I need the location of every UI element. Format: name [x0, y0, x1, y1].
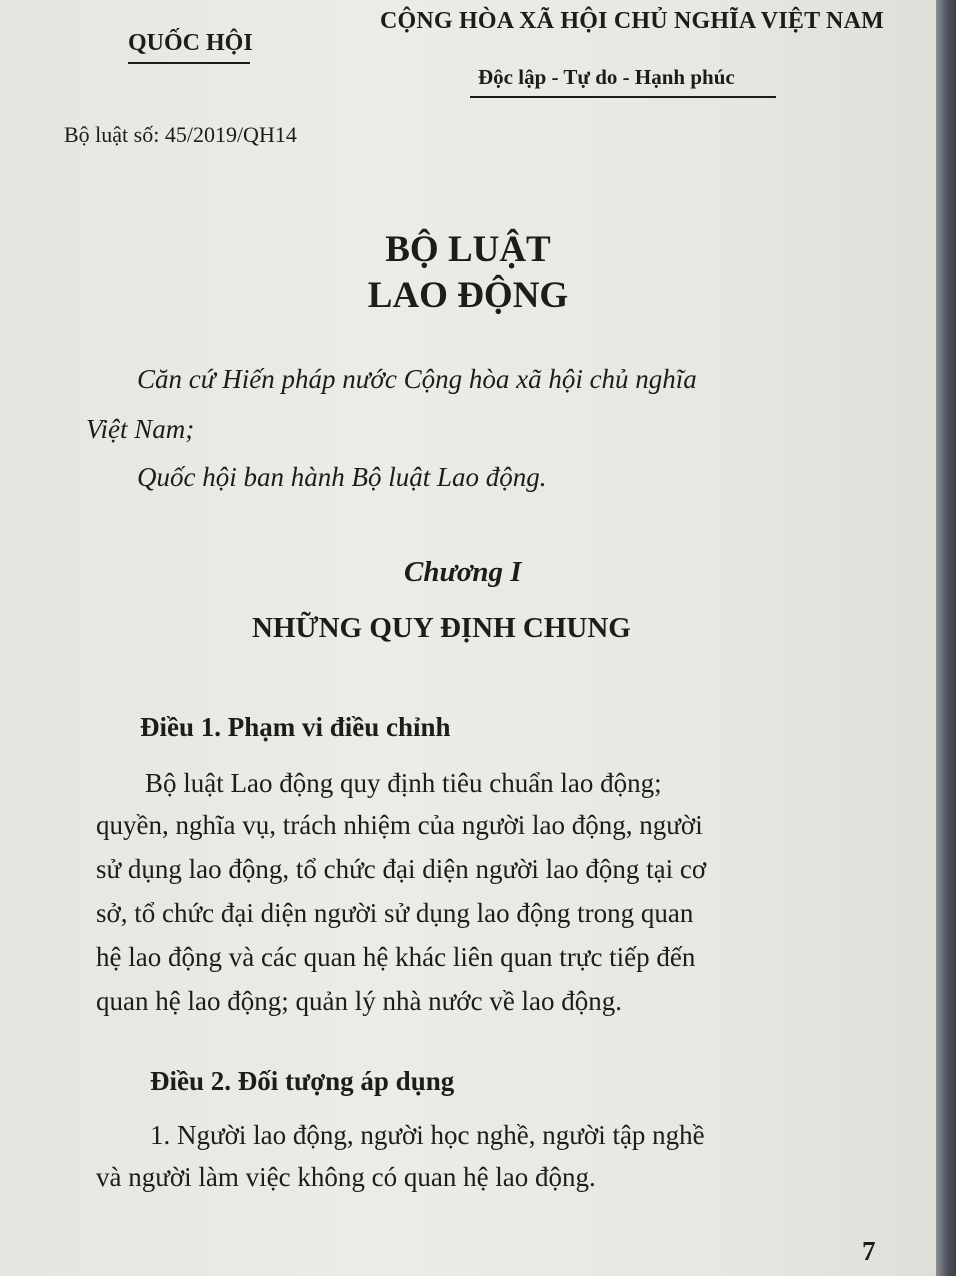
- article1-text-line: sử dụng lao động, tổ chức đại diện người lao động tại cơ: [96, 854, 707, 884]
- article2-text-line: và người làm việc không có quan hệ lao động.: [96, 1162, 596, 1192]
- chapter-label: Chương I: [404, 556, 522, 588]
- document-title-line2: LAO ĐỘNG: [367, 275, 569, 316]
- article1-text-line: quyền, nghĩa vụ, trách nhiệm của người lao động, người: [96, 810, 703, 840]
- article1-heading: Điều 1. Phạm vi điều chỉnh: [140, 712, 451, 742]
- motto-underline: [470, 96, 776, 98]
- book-edge-shadow: [936, 0, 956, 1276]
- preamble-line: Căn cứ Hiến pháp nước Cộng hòa xã hội chủ nghĩa: [137, 364, 697, 394]
- issuer-header: QUỐC HỘI: [128, 30, 253, 56]
- country-header: CỘNG HÒA XÃ HỘI CHỦ NGHĨA VIỆT NAM: [380, 8, 884, 34]
- law-number: Bộ luật số: 45/2019/QH14: [64, 122, 297, 147]
- article1-text-line: sở, tổ chức đại diện người sử dụng lao động trong quan: [96, 898, 694, 928]
- chapter-title: NHỮNG QUY ĐỊNH CHUNG: [252, 612, 631, 644]
- motto: Độc lập - Tự do - Hạnh phúc: [478, 65, 735, 89]
- article1-text-line: Bộ luật Lao động quy định tiêu chuẩn lao động;: [145, 768, 662, 798]
- page-number: 7: [862, 1236, 876, 1266]
- article1-text-line: hệ lao động và các quan hệ khác liên quan trực tiếp đến: [96, 942, 696, 972]
- article2-heading: Điều 2. Đối tượng áp dụng: [150, 1066, 455, 1096]
- article2-text-line: 1. Người lao động, người học nghề, người tập nghề: [150, 1120, 705, 1150]
- issuer-underline: [128, 62, 250, 64]
- document-title-line1: BỘ LUẬT: [385, 229, 551, 270]
- article1-text-line: quan hệ lao động; quản lý nhà nước về lao động.: [96, 986, 623, 1016]
- preamble-line: Quốc hội ban hành Bộ luật Lao động.: [137, 462, 547, 492]
- preamble-line: Việt Nam;: [86, 414, 195, 444]
